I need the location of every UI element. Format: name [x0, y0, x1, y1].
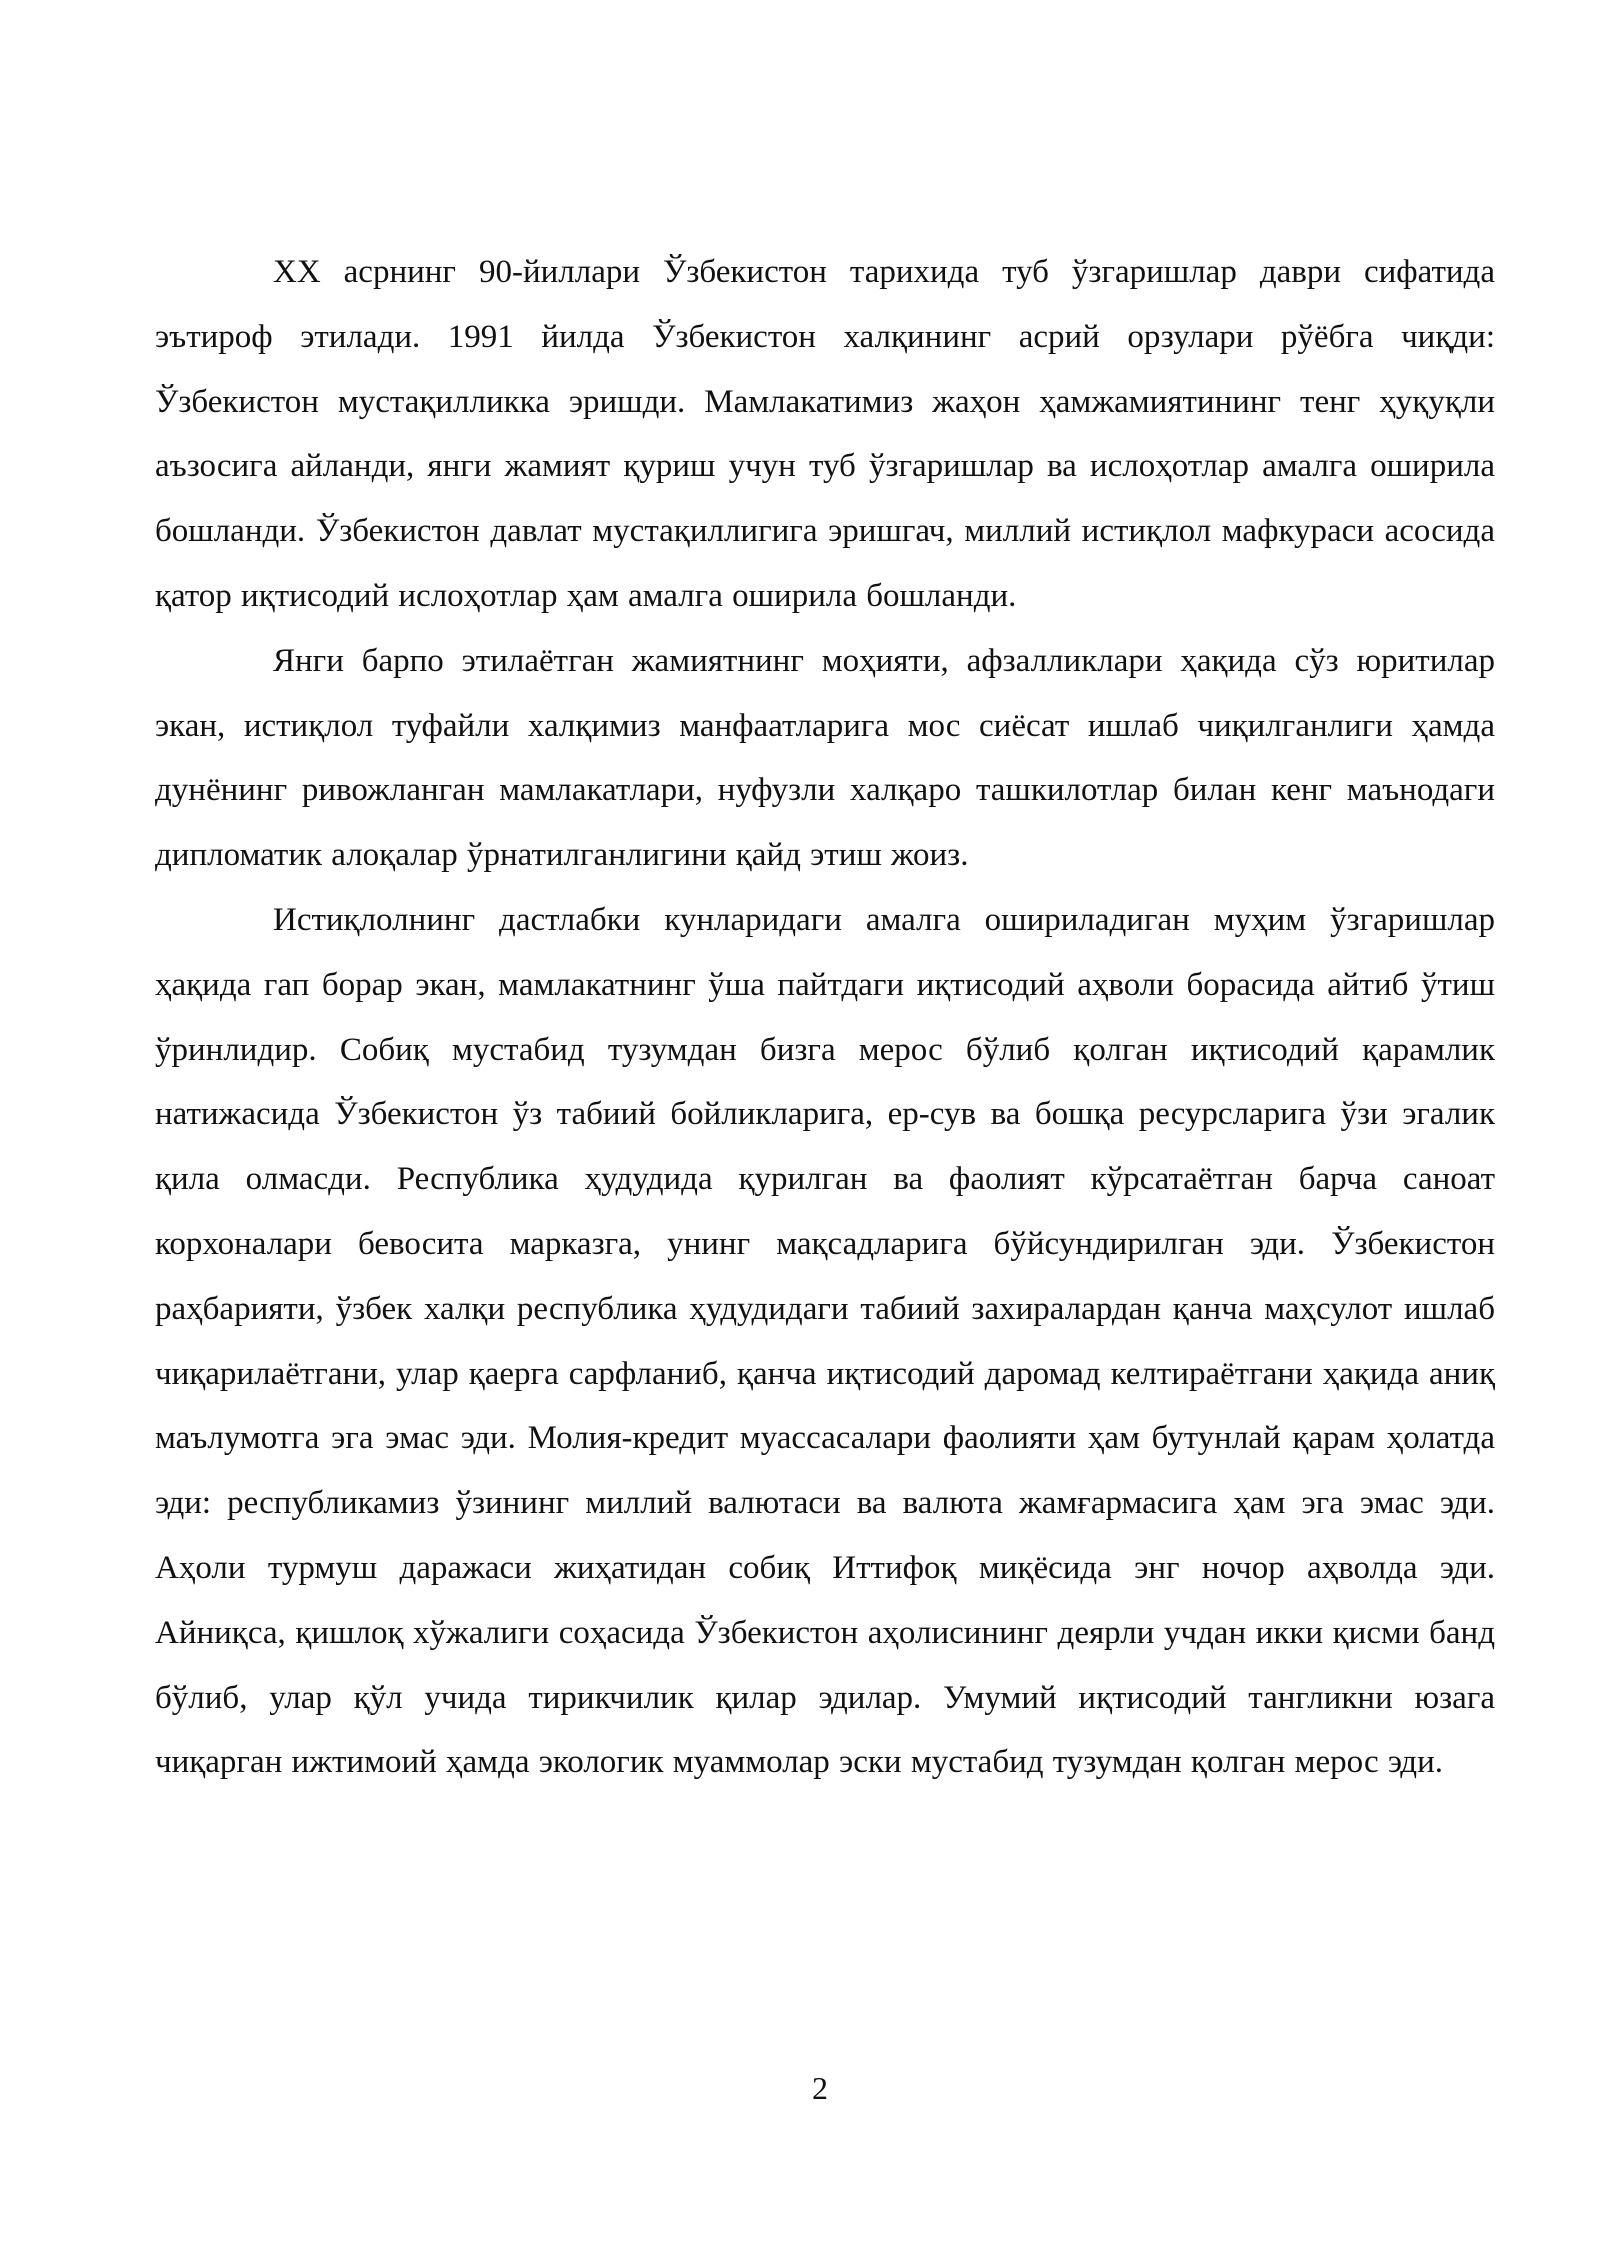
- paragraph-new-society: Янги барпо этилаётган жамиятнинг моҳияти, афзалликлари ҳақида сўз юритилар экан, истиқлол туфайли халқимиз манфаатларига мос сиёсат ишлаб чиқилганлиги ҳамда дунёнинг ривожланган мамлакатлари, нуфузли халқаро ташкилотлар билан кенг маънодаги дипломатик алоқалар ўрнатилганлигини қайд этиш жоиз.: [155, 642, 1495, 874]
- document-body: [155, 240, 1495, 1795]
- page-number: 2: [812, 2070, 828, 2106]
- paragraph-independence-reforms: XX асрнинг 90-йиллари Ўзбекистон тарихида туб ўзгаришлар даври сифатида эътироф этилади. 1991 йилда Ўзбекистон халқининг асрий орзулари рўёбга чиқди: Ўзбекистон мустақилликка эришди. Мамлакатимиз жаҳон ҳамжамиятининг тенг ҳуқуқли аъзосига айланди, янги жамият қуриш учун туб ўзгаришлар ва ислоҳотлар амалга оширила бошланди. Ўзбекистон давлат мустақиллигига эришгач, миллий истиқлол мафкураси асосида қатор иқтисодий ислоҳотлар ҳам амалга оширила бошланди.: [155, 254, 1495, 614]
- paragraph-economic-situation: Истиқлолнинг дастлабки кунларидаги амалга ошириладиган муҳим ўзгаришлар ҳақида гап борар экан, мамлакатнинг ўша пайтдаги иқтисодий аҳволи борасида айтиб ўтиш ўринлидир. Собиқ мустабид тузумдан бизга мерос бўлиб қолган иқтисодий қарамлик натижасида Ўзбекистон ўз табиий бойликларига, ер-сув ва бошқа ресурсларига ўзи эгалик қила олмасди. Республика ҳудудида қурилган ва фаолият кўрсатаётган барча саноат корхоналари бевосита марказга, унинг мақсадларига бўйсундирилган эди. Ўзбекистон раҳбарияти, ўзбек халқи республика ҳудудидаги табиий захиралардан қанча маҳсулот ишлаб чиқарилаётгани, улар қаерга сарфланиб, қанча иқтисодий даромад келтираётгани ҳақида аниқ маълумотга эга эмас эди. Молия-кредит муассасалари фаолияти ҳам бутунлай қарам ҳолатда эди: республикамиз ўзининг миллий валютаси ва валюта жамғармасига ҳам эга эмас эди. Аҳоли турмуш даражаси жиҳатидан собиқ Иттифоқ миқёсида энг ночор аҳволда эди. Айниқса, қишлоқ хўжалиги соҳасида Ўзбекистон аҳолисининг деярли учдан икки қисми банд бўлиб, улар қўл учида тирикчилик қилар эдилар. Умумий иқтисодий тангликни юзага чиқарган ижтимоий ҳамда экологик муаммолар эски мустабид тузумдан қолган мерос эди.: [155, 901, 1495, 1781]
